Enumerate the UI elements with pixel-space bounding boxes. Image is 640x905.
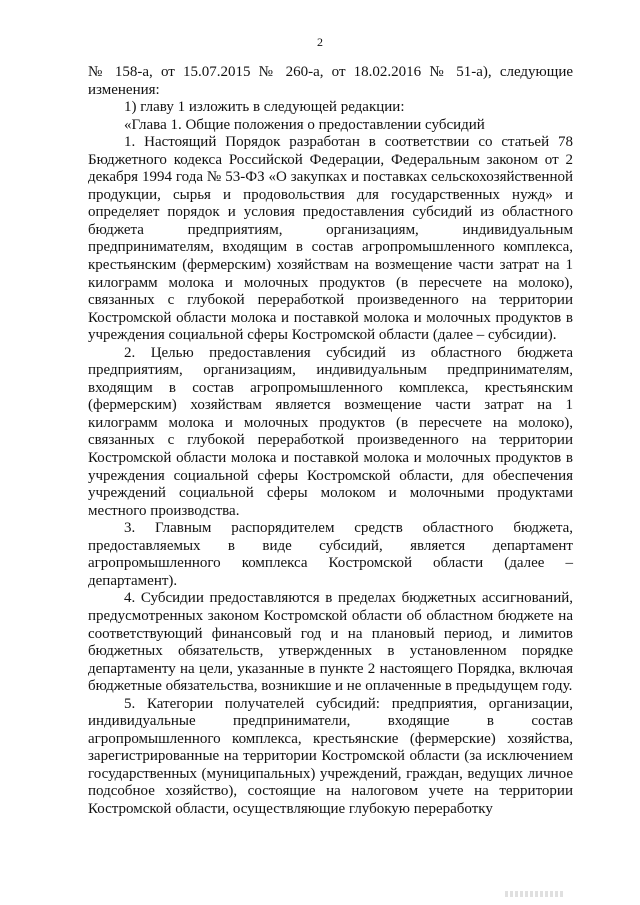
clause-2-paragraph: 2. Целью предоставления субсидий из областного бюджета предприятиям, организациям, индивидуальным предпринимателям, входящим в состав агропромышленного комплекса, крестьянским (фермерским) хозяйствам является возмещение части затрат на 1 килограмм молока и молочных продуктов (в пересчете на молоко), связанных с глубокой переработкой произведенного на территории Костромской области молока и поставкой молока и молочных продуктов в учреждения социальной сферы Костромской области, для обеспечения учреждений социальной сферы молоком и молочными продуктами местного производства. (88, 344, 573, 519)
scan-artifact (505, 891, 563, 897)
change-item-paragraph: 1) главу 1 изложить в следующей редакции: (124, 99, 405, 116)
clause-4-paragraph: 4. Субсидии предоставляются в пределах бюджетных ассигнований, предусмотренных законом Костромской области об областном бюджете на соответствующий финансовый год и на плановый период, и лимитов бюджетных обязательств, утвержденных в установленном порядке департаменту на цели, указанные в пункте 2 настоящего Порядка, включая бюджетные обязательства, возникшие и не оплаченные в предыдущем году. (88, 590, 573, 695)
page-number: 2 (317, 35, 323, 49)
intro-paragraph: № 158-а, от 15.07.2015 № 260-а, от 18.02.2016 № 51-а), следующие изменения: (88, 64, 573, 98)
clause-3-paragraph: 3. Главным распорядителем средств областного бюджета, предоставляемых в виде субсидий, является департамент агропромышленного комплекса Костромской области (далее – департамент). (88, 520, 573, 589)
document-body (88, 64, 573, 819)
chapter-heading: «Глава 1. Общие положения о предоставлении субсидий (124, 116, 485, 133)
clause-5-paragraph: 5. Категории получателей субсидий: предприятия, организации, индивидуальные предприниматели, входящие в состав агропромышленного комплекса, крестьянские (фермерские) хозяйства, зарегистрированные на территории Костромской области (за исключением государственных (муниципальных) учреждений, граждан, ведущих личное подсобное хозяйство), состоящие на налоговом учете на территории Костромской области, осуществляющие глубокую переработку (88, 695, 573, 817)
clause-1-paragraph: 1. Настоящий Порядок разработан в соответствии со статьей 78 Бюджетного кодекса Российской Федерации, Федеральным законом от 2 декабря 1994 года № 53-ФЗ «О закупках и поставках сельскохозяйственной продукции, сырья и продовольствия для государственных нужд» и определяет порядок и условия предоставления субсидий из областного бюджета предприятиям, организациям, индивидуальным предпринимателям, входящим в состав агропромышленного комплекса, крестьянским (фермерским) хозяйствам на возмещение части затрат на 1 килограмм молока и молочных продуктов (в пересчете на молоко), связанных с глубокой переработкой произведенного на территории Костромской области молока и поставкой молока и молочных продуктов в учреждения социальной сферы Костромской области (далее – субсидии). (88, 134, 573, 344)
